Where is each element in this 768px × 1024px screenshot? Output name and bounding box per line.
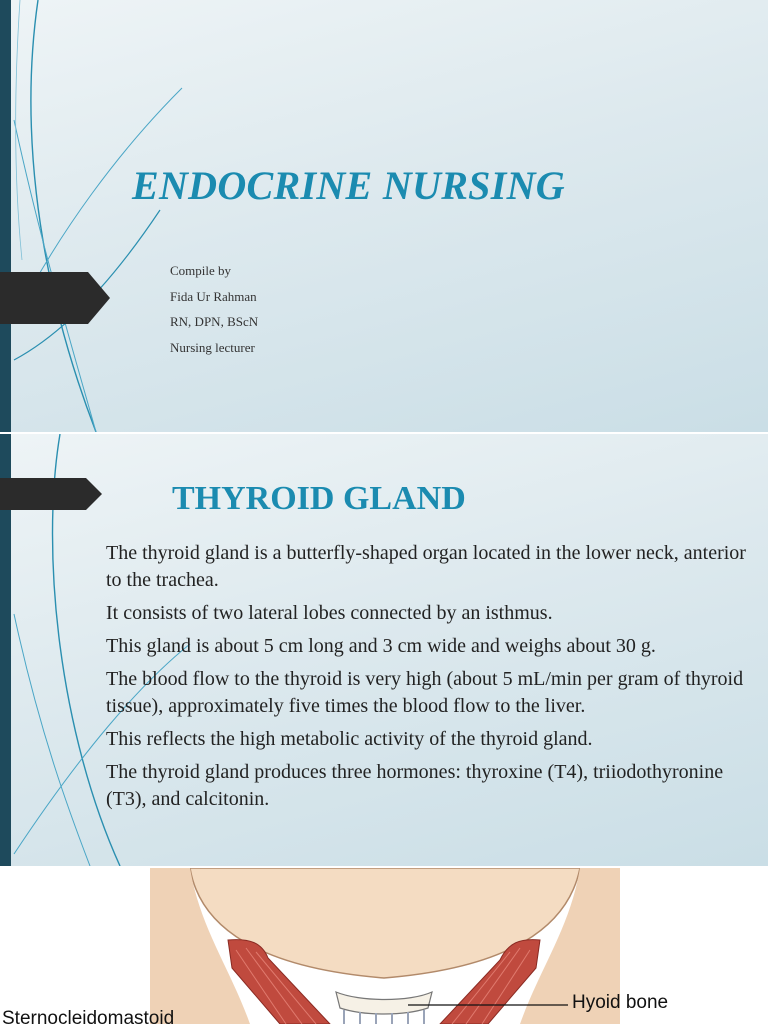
arrow-tab — [0, 478, 104, 510]
subtitle-line: RN, DPN, BScN — [170, 314, 259, 329]
thyroid-slide — [0, 434, 768, 866]
subtitle-line: Fida Ur Rahman — [170, 288, 257, 304]
bullet-item — [86, 726, 746, 753]
bullet-item — [86, 666, 746, 720]
bullet-item — [86, 540, 746, 594]
bullet-item — [86, 600, 746, 627]
slide-title: ENDOCRINE NURSING — [132, 163, 565, 208]
hyoid-bone-label: Hyoid bone — [572, 992, 669, 1013]
subtitle-line: Nursing lecturer — [170, 339, 255, 355]
sternocleidomastoid-label: Sternocleidomastoid — [2, 1008, 175, 1024]
arrow-tab — [0, 272, 112, 324]
bullet-text: It consists of two lateral lobes connected by an isthmus. — [106, 602, 553, 624]
bullet-text: This gland is about 5 cm long and 3 cm wide and weighs about 30 g. — [106, 635, 656, 657]
title-slide — [0, 0, 768, 432]
decorative-curves — [0, 0, 200, 432]
anatomy-slide — [0, 868, 768, 1024]
bullet-list — [86, 540, 746, 819]
subtitle-line: Compile by — [170, 263, 232, 278]
bullet-item — [86, 633, 746, 660]
bullet-item — [86, 759, 746, 813]
author-info — [170, 262, 258, 364]
bullet-text: This reflects the high metabolic activity of the thyroid gland. — [106, 728, 593, 750]
bullet-text: The thyroid gland is a butterfly-shaped organ located in the lower neck, anterior to the trachea. — [106, 542, 746, 591]
bullet-text: The blood flow to the thyroid is very high (about 5 mL/min per gram of thyroid tissue), approximately five times the blood flow to the liver. — [106, 668, 744, 717]
slide-title: THYROID GLAND — [172, 480, 466, 517]
bullet-text: The thyroid gland produces three hormones: thyroxine (T4), triiodothyronine (T3), and calcitonin. — [106, 761, 724, 810]
